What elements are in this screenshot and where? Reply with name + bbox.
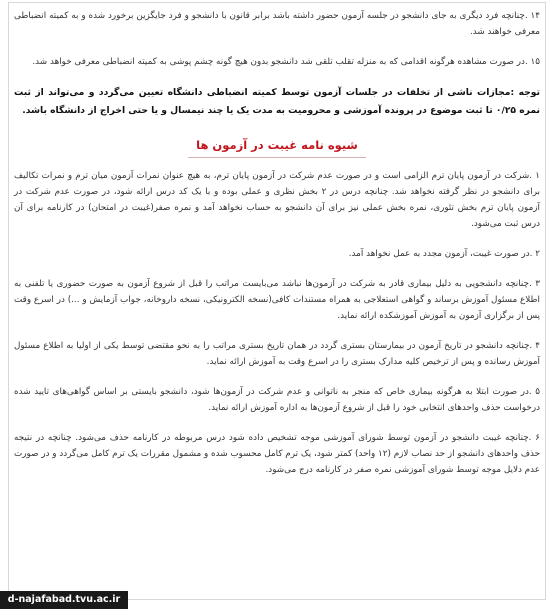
paragraph-14: ۱۴ .چنانچه فرد دیگری به جای دانشجو در جلسه آزمون حضور داشته باشد برابر قانون با دانشجو و فرد جایگزین برخورد شده و به کمیته انضباطی معرفی خواهند شد. [14,11,540,37]
section-heading-wrap [14,134,540,158]
rule-3: ۳ .چنانچه دانشجویی به دلیل بیماری قادر به شرکت در آزمون‌ها نباشد می‌بایست مراتب را قبل از شروع آزمون به صورت حضوری یا تلفنی به اطلاع مسئول آموزش برساند و گواهی استعلاجی به همراه مستندات کافی(نسخه الکترونیکی، نسخه داروخانه، جواب آزمایش و ...) در اسرع وقت پس از برگزاری آزمون به آموزش آموزشکده ارائه نماید. [14,279,540,321]
rule-5: ۵ .در صورت ابتلا به هرگونه بیماری خاص که منجر به ناتوانی و عدم شرکت در آزمون‌ها شود، دانشجو بایستی بر اساس گواهی‌های تایید شده درخواست حذف واحدهای انتخابی خود را قبل از شروع آزمون‌ها به اداره آموزش ارائه نماید. [14,387,540,413]
rule-2: ۲ .در صورت غیبت، آزمون مجدد به عمل نخواهد آمد. [348,249,540,259]
site-url-watermark: d-najafabad.tvu.ac.ir [0,591,128,609]
penalty-note: توجه :مجازات ناشی از تخلفات در جلسات آزمون توسط کمیته انضباطی دانشگاه تعیین می‌گردد و می‌تواند از ثبت نمره ۰/۲۵ تا ثبت موضوع در پرونده آموزشی و محرومیت به مدت یک یا چند نیمسال و یا حتی اخراج از دانشگاه باشد. [14,87,540,116]
document-body [14,8,540,478]
rule-4: ۴ .چنانچه دانشجو در تاریخ آزمون در بیمارستان بستری گردد در همان تاریخ بستری مراتب را به نحو مقتضی توسط یکی از اولیا به اطلاع مسئول آموزش رسانده و پس از ترخیص کلیه مدارک بستری را در اسرع وقت به آموزش ارائه نماید. [14,341,540,367]
rule-6: ۶ .چنانچه غیبت دانشجو در آزمون توسط شورای آموزشی موجه تشخیص داده شود درس مربوطه در کارنامه حذف می‌شود. چنانچه در نتیجه حذف واحدهای دانشجو از حد نصاب لازم (۱۲ واحد) کمتر شود، یک ترم کامل محسوب شده و مشمول مقررات یک ترم کامل می‌گردد و در صورت عدم دلایل موجه توسط شورای آموزشی نمره صفر در کارنامه درج می‌شود. [14,433,541,475]
rule-1: ۱ .شرکت در آزمون پایان ترم الزامی است و در صورت عدم شرکت در آزمون پایان ترم، به هیچ عنوان نمرات آزمون میان ترم و نمرات تکالیف برای دانشجو در نظر گرفته نخواهد شد. چنانچه درس در ۲ بخش نظری و عملی بوده و با یک کد درس ارائه شود، در صورت عدم شرکت در آزمون پایان ترم بخش تئوری، نمره بخش عملی نیز برای آن دانشجو به حساب نخواهد آمد و نمره صفر(غیبت در امتحان) در کارنامه برای آن درس ثبت می‌شود. [14,171,540,229]
section-heading: شیوه نامه غیبت در آزمون ها [188,138,366,158]
paragraph-15: ۱۵ .در صورت مشاهده هرگونه اقدامی که به منزله تقلب تلقی شد دانشجو بدون هیچ گونه چشم پوشی به کمیته انضباطی معرفی خواهد شد. [32,57,540,67]
